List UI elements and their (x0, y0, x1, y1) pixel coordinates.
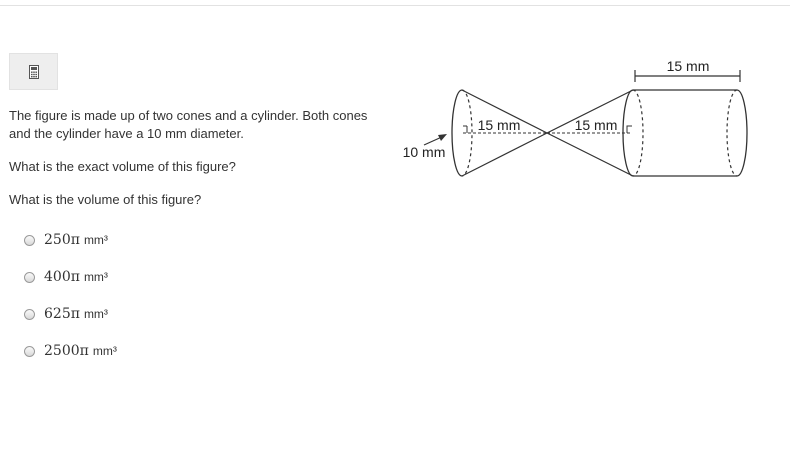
left-cone-length-label: 15 mm (477, 117, 521, 133)
choice-unit: mm³ (83, 307, 108, 321)
question-intro: The figure is made up of two cones and a cylinder. Both cones and the cylinder have a 10 mm diameter. (9, 108, 368, 141)
radio-button[interactable] (24, 235, 35, 246)
right-cone-length-label: 15 mm (574, 117, 618, 133)
radio-button[interactable] (24, 272, 35, 283)
cone-cylinder-figure (395, 50, 755, 190)
choice-option-2[interactable] (24, 266, 117, 288)
radio-button[interactable] (24, 346, 35, 357)
choice-unit: mm³ (83, 270, 108, 284)
calculator-button[interactable] (9, 53, 58, 90)
calculator-icon (28, 65, 40, 79)
choice-unit: mm³ (92, 344, 117, 358)
choice-option-4[interactable] (24, 340, 117, 362)
answer-choices (24, 229, 117, 377)
radio-button[interactable] (24, 309, 35, 320)
choice-value: 400π (44, 269, 80, 285)
diameter-label: 10 mm (402, 144, 446, 160)
choice-option-3[interactable] (24, 303, 117, 325)
choice-unit: mm³ (83, 233, 108, 247)
top-divider (0, 5, 790, 6)
cylinder (623, 90, 747, 176)
choice-value: 250π (44, 232, 80, 248)
question-text (9, 107, 381, 209)
choice-value: 2500π (44, 343, 89, 359)
question-volume-prompt: What is the volume of this figure? (9, 192, 202, 207)
choice-option-1[interactable] (24, 229, 117, 251)
question-exact-prompt: What is the exact volume of this figure? (9, 159, 236, 174)
right-cone (547, 90, 633, 176)
choice-value: 625π (44, 306, 80, 322)
left-cone (452, 90, 547, 176)
cylinder-length-label: 15 mm (666, 58, 710, 74)
